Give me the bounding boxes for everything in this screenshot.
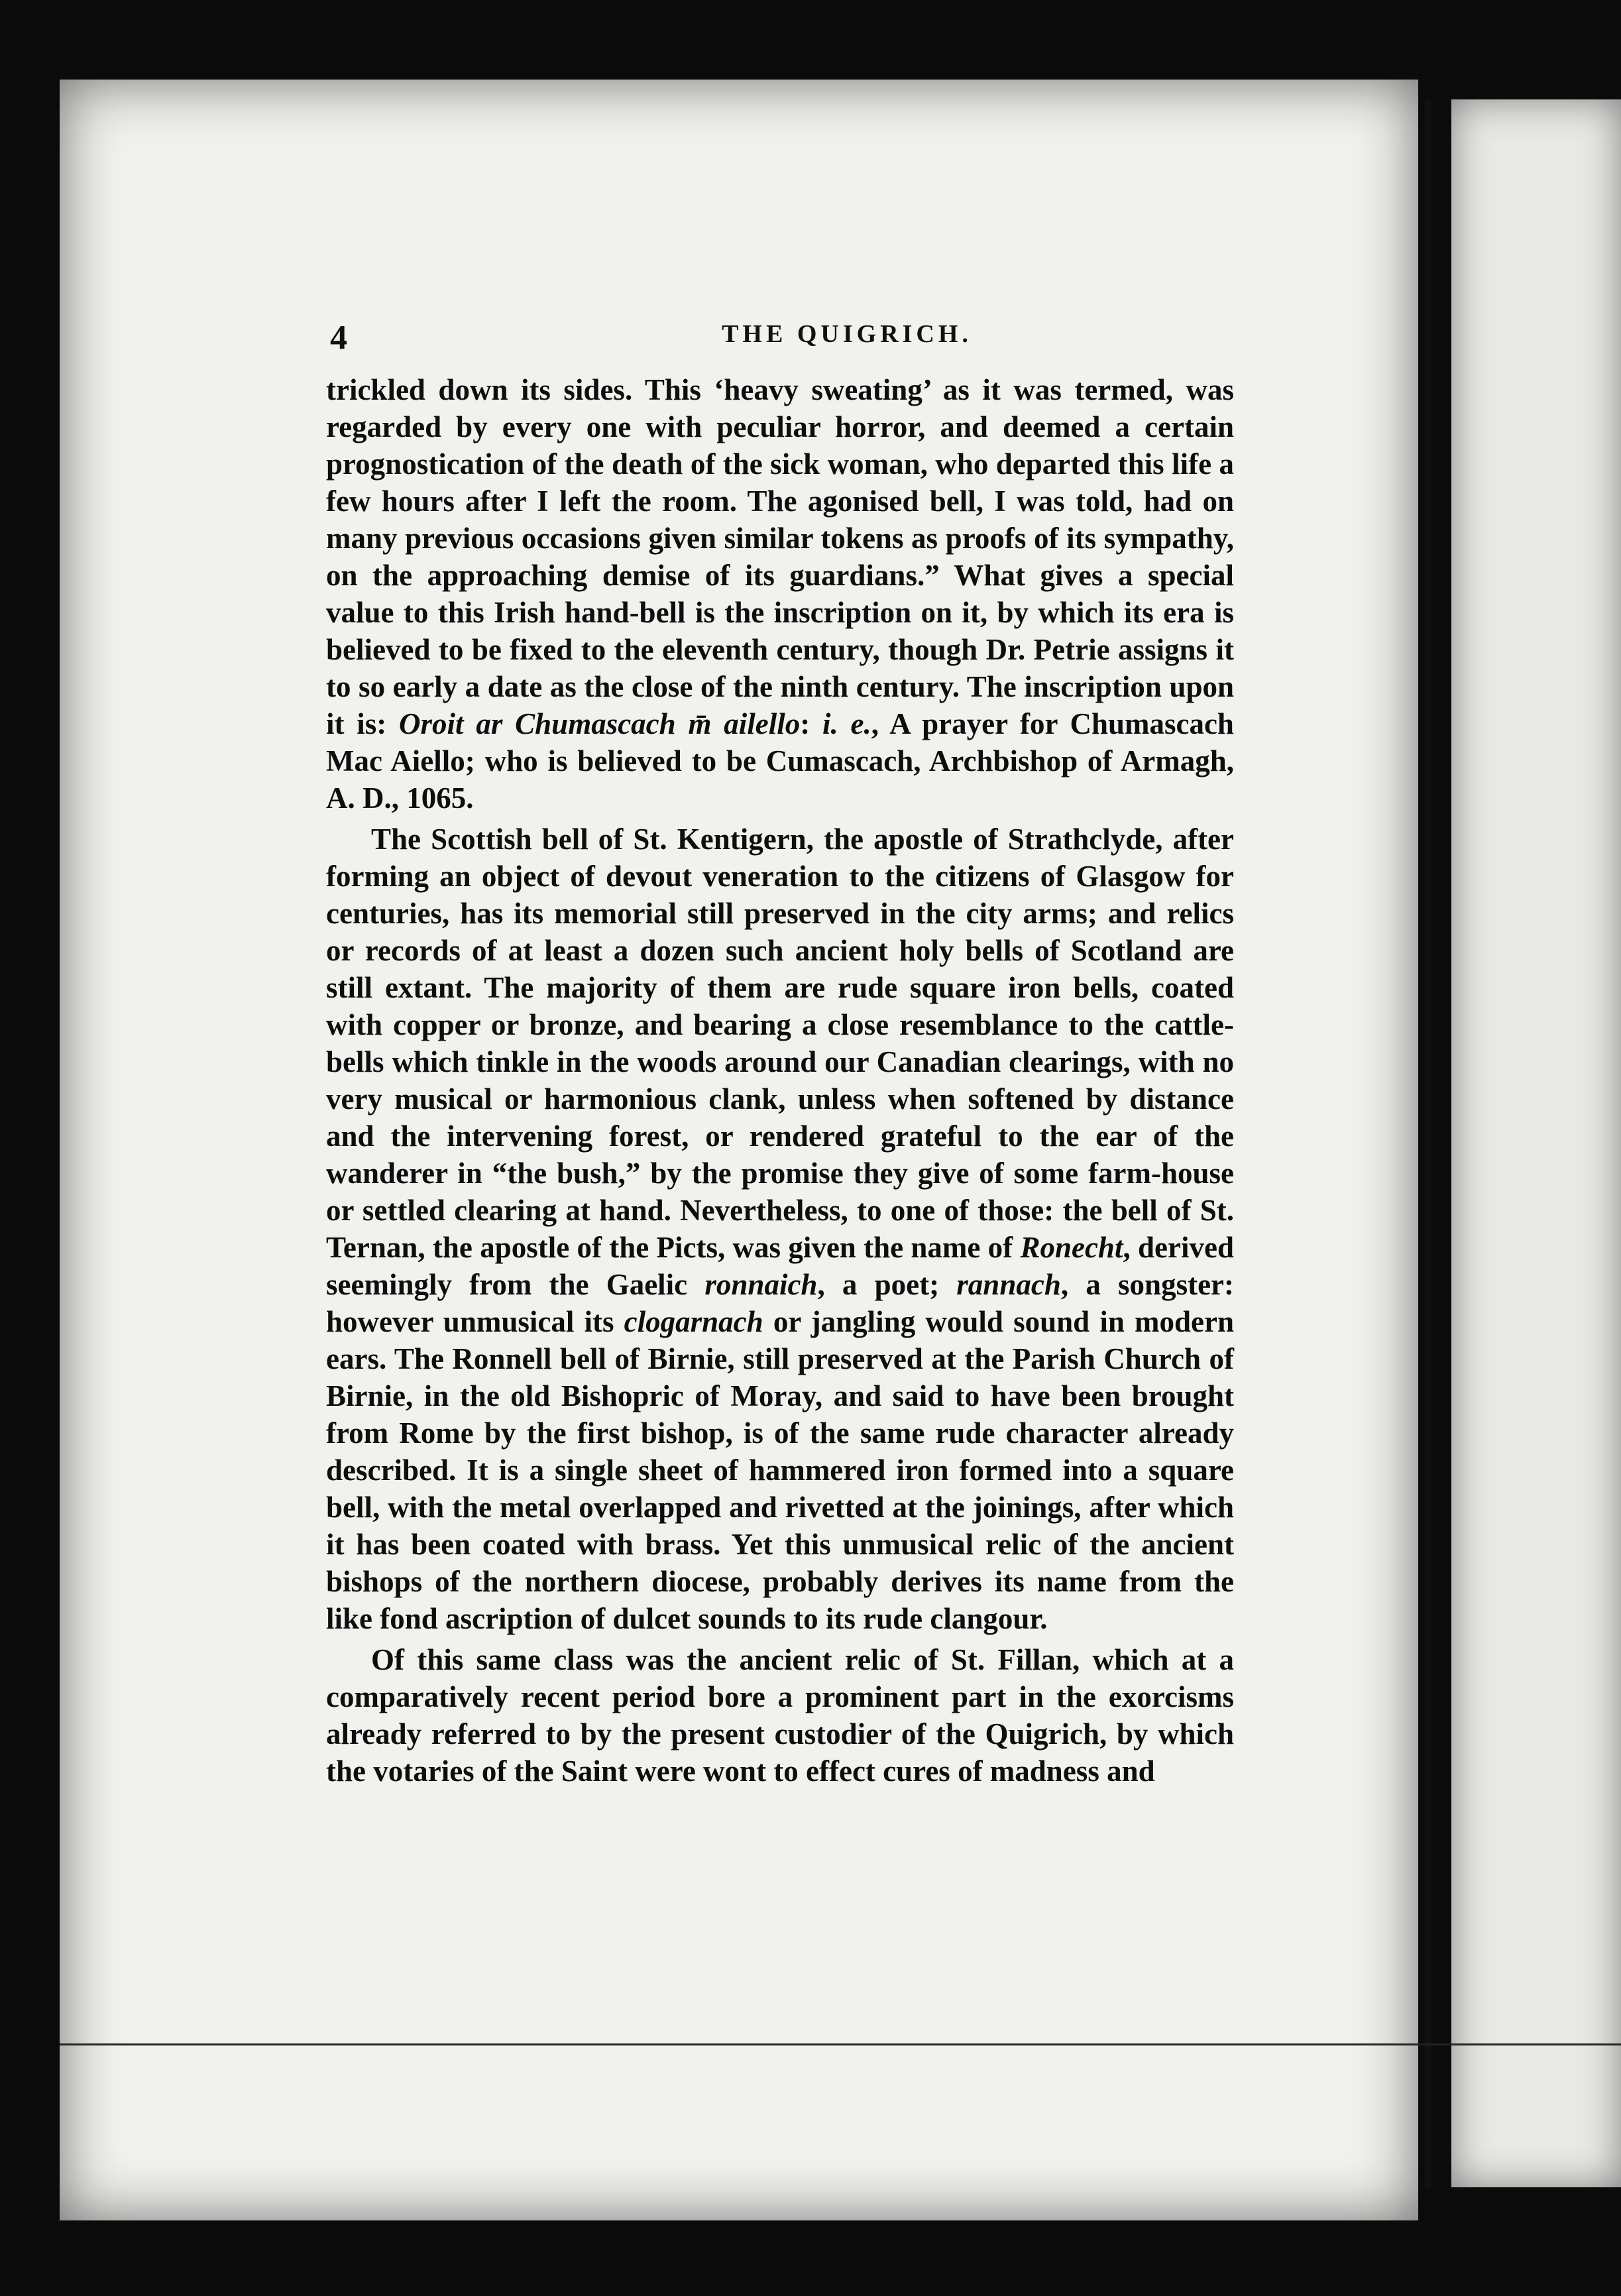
text-run: trickled down its sides. This ‘heavy sweating’ as it was termed, was regarded by every one with peculiar horror, and deemed a certain prognostication of the death of the sick woman, who departed this life a few hours after I left the room. The agonised bell, I was told, had on many previous occasions given similar tokens as proofs of its sympathy, on the approaching demise of its guardians.” What gives a special value to this Irish hand-bell is the inscription on it, by which its era is believed to be fixed to the eleventh century, though Dr. Petrie assigns it to so early a date as the close of the ninth century. The inscription upon it is: [326, 373, 1234, 740]
text-run: , A prayer for Chumascach Mac Aiello; who is believed to be Cumascach, Archbishop of Armagh, A. D., 1065. [326, 707, 1234, 815]
body-text [326, 371, 1234, 1790]
italic-text: Oroit ar Chumascach m̄ ailello [399, 707, 801, 740]
text-run: , a songster: however unmusical its [326, 1268, 1235, 1338]
facing-page-edge [1451, 99, 1621, 2187]
text-run: , derived seemingly from the Gaelic [326, 1231, 1234, 1301]
text-run: or jangling would sound in modern ears. The Ronnell bell of Birnie, still preserved at the Parish Church of Birnie, in the old Bishopric of Moray, and said to have been brought from Rome by the first bishop, is of the same rude character already described. It is a single sheet of hammered iron formed into a square bell, with the metal overlapped and rivetted at the joinings, after which it has been coated with brass. Yet this unmusical relic of the ancient bishops of the northern diocese, probably derives its name from the like fond ascription of dulcet sounds to its rude clangour. [326, 1305, 1235, 1635]
italic-text: i. e. [822, 707, 871, 740]
paragraph [326, 371, 1234, 817]
running-head: THE QUIGRICH. [722, 320, 972, 348]
italic-text: rannach [956, 1268, 1061, 1301]
italic-text: ronnaich [704, 1268, 818, 1301]
text-run: Of this same class was the ancient relic of St. Fillan, which at a comparatively recent period bore a prominent part in the exorcisms already referred to by the present custodier of the Quigrich, by which the votaries of the Saint were wont to effect cures of madness and [326, 1643, 1234, 1788]
page-number: 4 [330, 319, 347, 357]
paragraph [326, 821, 1234, 1637]
italic-text: Ronecht [1020, 1231, 1123, 1264]
scan-edge-rule [60, 2043, 1621, 2045]
text-run: , a poet; [817, 1268, 957, 1301]
paragraph [326, 1641, 1234, 1790]
page-gutter [1425, 99, 1431, 2187]
italic-text: clogarnach [624, 1305, 763, 1338]
text-run: The Scottish bell of St. Kentigern, the apostle of Strathclyde, after forming an object of devout veneration to the citizens of Glasgow for centuries, has its memorial still preserved in the city arms; and relics or records of at least a dozen such ancient holy bells of Scotland are still extant. The majority of them are rude square iron bells, coated with copper or bronze, and bearing a close resemblance to the cattle-bells which tinkle in the woods around our Canadian clearings, with no very musical or harmonious clank, unless when softened by distance and the intervening forest, or rendered grateful to the ear of the wanderer in “the bush,” by the promise they give of some farm-house or settled clearing at hand. Nevertheless, to one of those: the bell of St. Ternan, the apostle of the Picts, was given the name of [326, 823, 1234, 1264]
text-run: : [800, 707, 822, 740]
